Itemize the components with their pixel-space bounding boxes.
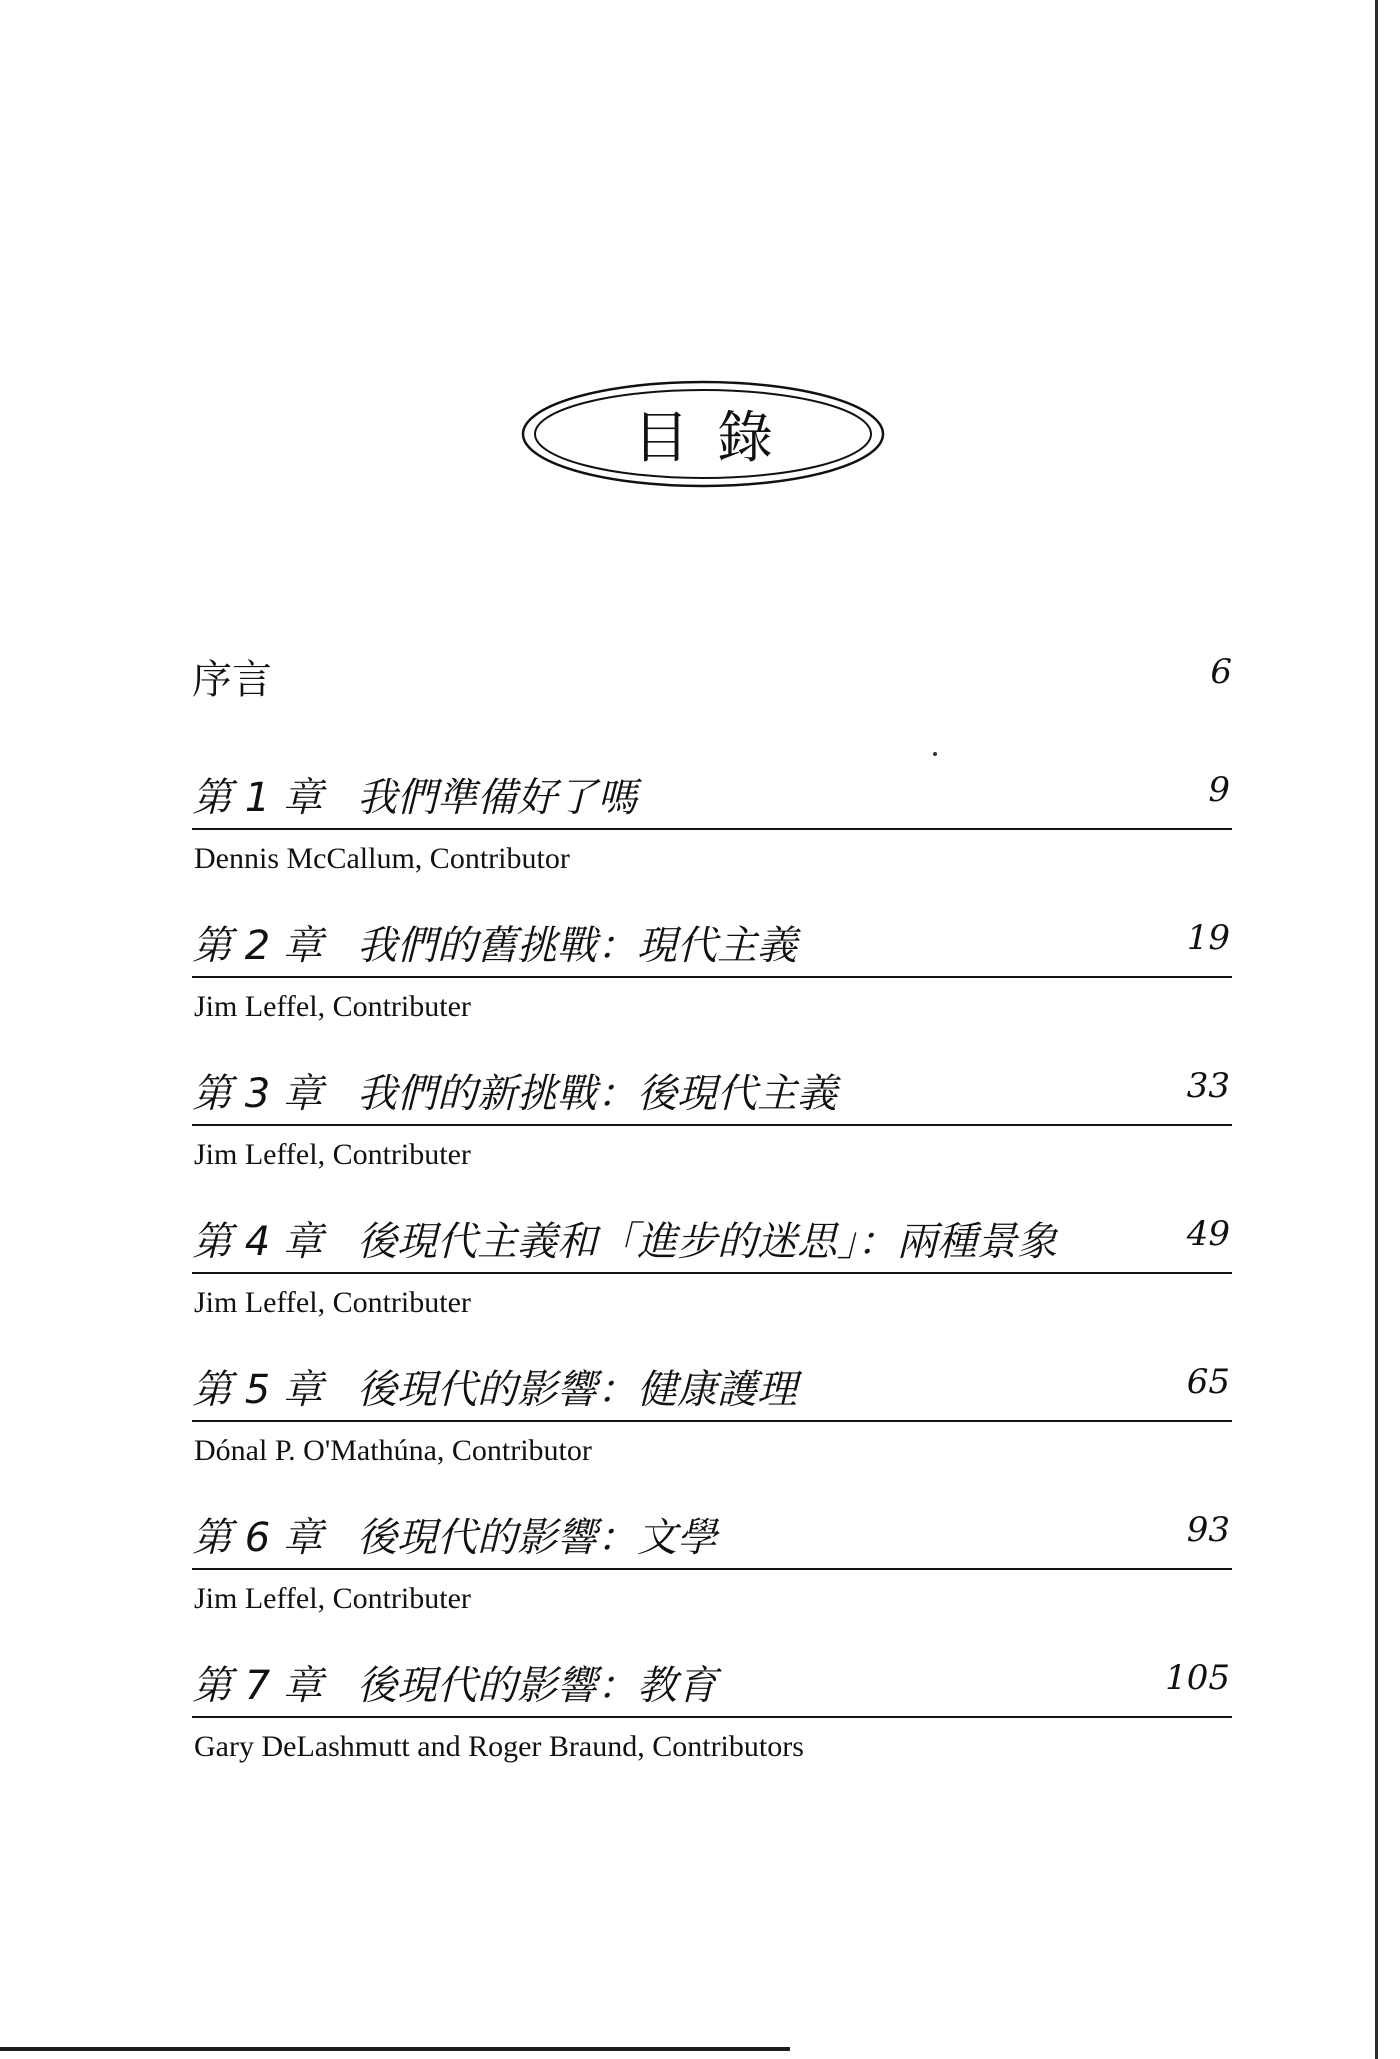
title-badge bbox=[519, 378, 887, 490]
chapter-author: Gary DeLashmutt and Roger Braund, Contributors bbox=[194, 1730, 804, 1763]
chapter-entry-6[interactable] bbox=[192, 1500, 1232, 1648]
chapter-heading bbox=[192, 1204, 1232, 1274]
preface-label: 序言 bbox=[192, 657, 272, 703]
chapter-number: 第 2 章 bbox=[192, 923, 323, 969]
chapter-author: Jim Leffel, Contributer bbox=[194, 1582, 471, 1615]
chapter-title: 我們的舊挑戰：現代主義 bbox=[357, 923, 797, 969]
chapter-entry-3[interactable] bbox=[192, 1056, 1232, 1204]
chapter-number: 第 7 章 bbox=[192, 1663, 323, 1709]
page-title: 目錄 bbox=[633, 406, 801, 471]
chapter-title: 我們的新挑戰：後現代主義 bbox=[357, 1071, 837, 1117]
chapter-author: Dennis McCallum, Contributor bbox=[194, 842, 570, 875]
chapter-page-number: 49 bbox=[1186, 1214, 1230, 1254]
chapter-title: 後現代主義和「進步的迷思」：兩種景象 bbox=[357, 1219, 1057, 1265]
chapter-entry-2[interactable] bbox=[192, 908, 1232, 1056]
chapter-entry-7[interactable] bbox=[192, 1648, 1232, 1796]
chapter-author: Jim Leffel, Contributer bbox=[194, 990, 471, 1023]
preface-page-number: 6 bbox=[1210, 652, 1232, 692]
chapter-page-number: 93 bbox=[1186, 1510, 1230, 1550]
chapter-page-number: 9 bbox=[1208, 770, 1230, 810]
page-edge-right bbox=[1375, 0, 1378, 2059]
chapter-page-number: 19 bbox=[1186, 918, 1230, 958]
chapter-heading bbox=[192, 1648, 1232, 1718]
chapter-heading bbox=[192, 1352, 1232, 1422]
preface-entry[interactable] bbox=[192, 648, 1232, 708]
chapter-page-number: 33 bbox=[1186, 1066, 1230, 1106]
chapter-entry-4[interactable] bbox=[192, 1204, 1232, 1352]
chapter-author: Jim Leffel, Contributer bbox=[194, 1286, 471, 1319]
chapter-entry-5[interactable] bbox=[192, 1352, 1232, 1500]
chapter-heading bbox=[192, 760, 1232, 830]
chapter-author: Dónal P. O'Mathúna, Contributor bbox=[194, 1434, 592, 1467]
chapter-heading bbox=[192, 1500, 1232, 1570]
table-of-contents bbox=[192, 760, 1232, 1796]
page-edge-bottom bbox=[0, 2047, 790, 2051]
chapter-heading bbox=[192, 1056, 1232, 1126]
chapter-page-number: 65 bbox=[1186, 1362, 1230, 1402]
chapter-title: 後現代的影響：文學 bbox=[357, 1515, 717, 1561]
chapter-title: 後現代的影響：健康護理 bbox=[357, 1367, 797, 1413]
chapter-title: 我們準備好了嗎 bbox=[357, 775, 637, 821]
scan-speck bbox=[933, 752, 937, 756]
chapter-number: 第 3 章 bbox=[192, 1071, 323, 1117]
chapter-number: 第 5 章 bbox=[192, 1367, 323, 1413]
chapter-number: 第 6 章 bbox=[192, 1515, 323, 1561]
chapter-author: Jim Leffel, Contributer bbox=[194, 1138, 471, 1171]
chapter-number: 第 4 章 bbox=[192, 1219, 323, 1265]
chapter-page-number: 105 bbox=[1165, 1658, 1230, 1698]
chapter-entry-1[interactable] bbox=[192, 760, 1232, 908]
chapter-title: 後現代的影響：教育 bbox=[357, 1663, 717, 1709]
chapter-number: 第 1 章 bbox=[192, 775, 323, 821]
chapter-heading bbox=[192, 908, 1232, 978]
